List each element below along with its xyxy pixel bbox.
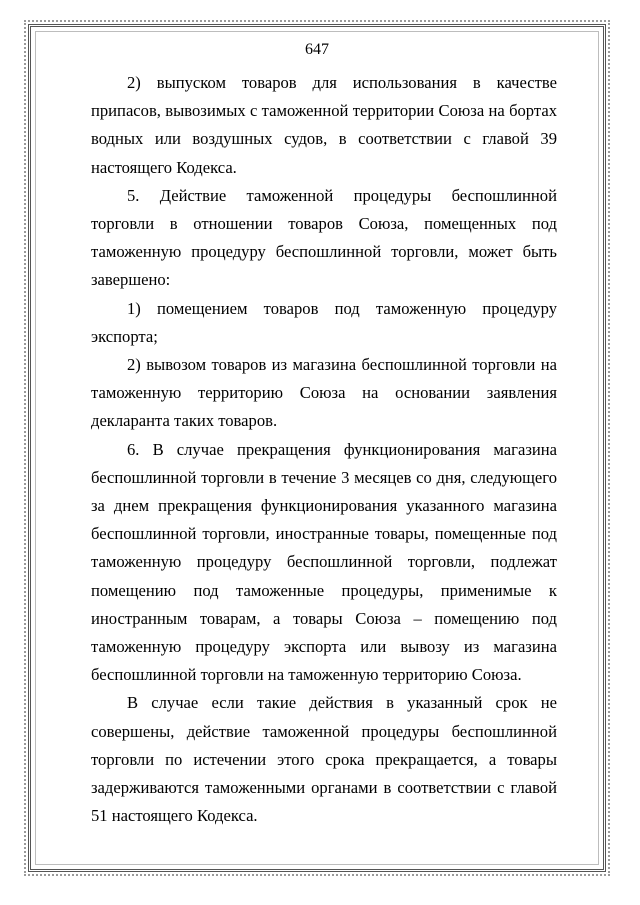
paragraph-item-2-supplies: 2) выпуском товаров для использования в качестве припасов, вывозимых с таможенной территории Союза на бортах водных или воздушных судов, в соответствии с главой 39 настоящего Кодекса. [91, 73, 557, 177]
page-frame [28, 24, 606, 872]
paragraph-clause-6: 6. В случае прекращения функционирования магазина беспошлинной торговли в течение 3 месяцев со дня, следующего за днем прекращения функционирования указанного магазина беспошлинной торговли, иностранные товары, помещенные под таможенную процедуру беспошлинной торговли, подлежат помещению под таможенные процедуры, применимые к иностранным товарам, а товары Союза – помещению под таможенную процедуру экспорта или вывозу из магазина беспошлинной торговли на таможенную территорию Союза. [91, 439, 557, 685]
paragraph-clause-6-continued: В случае если такие действия в указанный срок не совершены, действие таможенной процедуры беспошлинной торговли по истечении этого срока прекращается, а товары задерживаются таможенными органами в соответствии с главой 51 настоящего Кодекса. [91, 693, 557, 826]
document-body [91, 69, 557, 830]
paragraph-clause-5-item-1: 1) помещением товаров под таможенную процедуру экспорта; [91, 298, 557, 346]
page-number: 647 [305, 41, 329, 58]
paragraph-clause-5-item-2: 2) вывозом товаров из магазина беспошлинной торговли на таможенную территорию Союза на основании заявления декларанта таких товаров. [91, 355, 557, 431]
paragraph-clause-5: 5. Действие таможенной процедуры беспошлинной торговли в отношении товаров Союза, помещенных под таможенную процедуру беспошлинной торговли, может быть завершено: [91, 185, 557, 290]
